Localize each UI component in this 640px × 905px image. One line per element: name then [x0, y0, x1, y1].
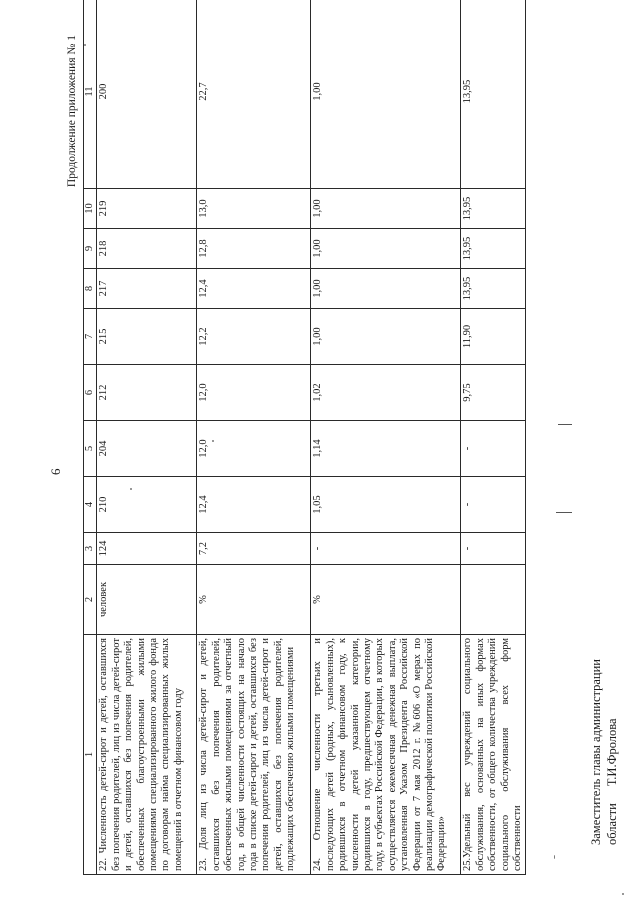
scan-speck — [622, 893, 624, 895]
value-cell: 217 — [97, 269, 197, 309]
value-cell: - — [461, 477, 526, 533]
column-number: 8 — [84, 269, 97, 309]
column-number: 4 — [84, 477, 97, 533]
value-cell: 1,00 — [311, 189, 461, 229]
unit-cell — [461, 565, 526, 635]
signature-region: области — [605, 803, 619, 845]
value-cell: 124 — [97, 533, 197, 565]
indicator-description: 24. Отношение численности третьих и последующих детей (родных, усыновленных), родившихся в отчетном финансовом году, к численности детей указанной категории, родившихся в году, предшествующем отчетному году, в субъектах Российской Федерации, в которых осуществляется ежемесячная денежная выплата, установленная Указом Президента Российской Федерации от 7 мая 2012 г. №606 «О мерах по реализации демографической политики Российской Федерации» — [311, 635, 461, 875]
value-cell: 212 — [97, 365, 197, 421]
value-cell: 12,8 — [197, 229, 311, 269]
table-row — [311, 0, 461, 875]
value-cell: 13,95 — [461, 0, 526, 189]
value-cell: 22,7 — [197, 0, 311, 189]
value-cell: 1,14 — [311, 421, 461, 477]
indicator-description: 22. Численность детей-сирот и детей, оставшихся без попечения родителей, лиц из числа детей-сирот и детей, оставшихся без попечения родителей, обеспеченных благоустроенными жилыми помещениями специализированного жилого фонда по договорам найма специализированных жилых помещений в отчетном финансовом году — [97, 635, 197, 875]
value-cell: 12,4 — [197, 477, 311, 533]
value-cell: 1,00 — [311, 269, 461, 309]
value-cell: 215 — [97, 309, 197, 365]
value-cell: - — [461, 421, 526, 477]
value-cell: 12,0 — [197, 421, 311, 477]
value-cell: 12,0 — [197, 365, 311, 421]
column-number-row — [84, 0, 97, 875]
column-number: 11 — [84, 0, 97, 189]
pen-mark — [556, 512, 572, 513]
table-row — [461, 0, 526, 875]
value-cell: 11,90 — [461, 309, 526, 365]
value-cell: 1,05 — [311, 477, 461, 533]
value-cell: 9,75 — [461, 365, 526, 421]
value-cell: 204 — [97, 421, 197, 477]
pen-mark — [558, 424, 572, 425]
value-cell: 218 — [97, 229, 197, 269]
page-number: 6 — [48, 468, 63, 475]
column-number: 1 — [84, 635, 97, 875]
unit-cell: человек — [97, 565, 197, 635]
value-cell: 1,00 — [311, 0, 461, 189]
table-row — [197, 0, 311, 875]
value-cell: 13,95 — [461, 189, 526, 229]
signature-name: Т.И.Фролова — [605, 718, 619, 787]
column-number: 2 — [84, 565, 97, 635]
signature-position-line2 — [604, 659, 620, 845]
value-cell: 200 — [97, 0, 197, 189]
column-number: 7 — [84, 309, 97, 365]
indicators-table — [83, 0, 526, 875]
column-number: 6 — [84, 365, 97, 421]
value-cell: 1,02 — [311, 365, 461, 421]
column-number: 10 — [84, 189, 97, 229]
value-cell: 13,95 — [461, 229, 526, 269]
signature-block — [588, 659, 620, 845]
indicator-description: 23. Доля лиц из числа детей-сирот и детей, оставшихся без попечения родителей, обеспеченных жилыми помещениями за отчетный год, в общей численности состоящих на начало года в списке детей-сирот и детей, оставшихся без попечения родителей, лиц из числа детей-сирот и детей, оставшихся без попечения родителей, подлежащих обеспечению жилыми помещениями — [197, 635, 311, 875]
column-number: 9 — [84, 229, 97, 269]
value-cell: 12,2 — [197, 309, 311, 365]
table-row — [97, 0, 197, 875]
value-cell: 1,00 — [311, 309, 461, 365]
value-cell: 1,00 — [311, 229, 461, 269]
column-number: 5 — [84, 421, 97, 477]
unit-cell: % — [311, 565, 461, 635]
rotated-document-page — [48, 35, 640, 875]
value-cell: 219 — [97, 189, 197, 229]
value-cell: - — [311, 533, 461, 565]
continuation-caption: Продолжение приложения № 1 — [66, 35, 78, 188]
value-cell: 12,4 — [197, 269, 311, 309]
value-cell: 13,0 — [197, 189, 311, 229]
value-cell: 210 — [97, 477, 197, 533]
value-cell: - — [461, 533, 526, 565]
signature-position: Заместитель главы администрации — [589, 659, 603, 845]
unit-cell: % — [197, 565, 311, 635]
value-cell: 13,95 — [461, 269, 526, 309]
column-number: 3 — [84, 533, 97, 565]
indicator-description: 25.Удельный вес учреждений социального обслуживания, основанных на иных формах собственности, от общего количества учреждений социального обслуживания всех форм собственности — [461, 635, 526, 875]
value-cell: 7,2 — [197, 533, 311, 565]
